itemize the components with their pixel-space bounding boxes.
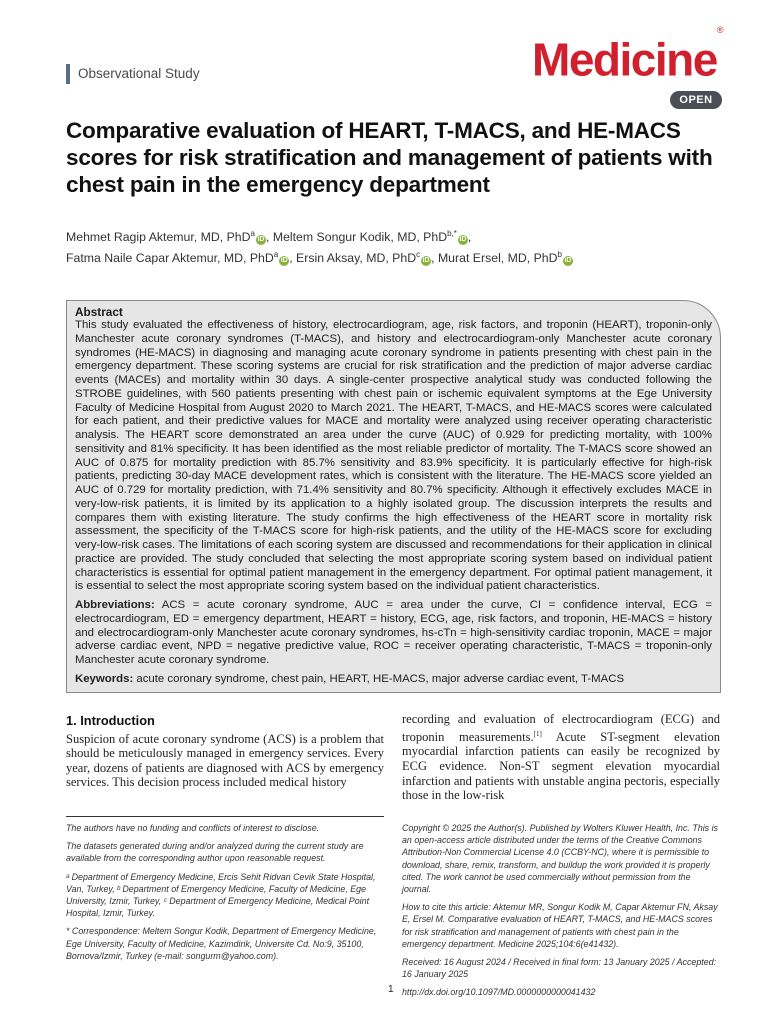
author-affiliation: b,*: [447, 229, 457, 238]
affiliations: ᵃ Department of Emergency Medicine, Ercis Sehit Ridvan Cevik State Hospital, Van, Turkey, ᵇ Department of Emergency Medicine, Faculty of Medicine, Ege University, Izmir, Turkey, ᶜ Department of Emergency Medicine, Medical Point Hospital, Izmir, Turkey.: [66, 871, 376, 919]
abstract-text: This study evaluated the effectiveness of history, electrocardiogram, age, risk factors, and troponin (HEART), troponin-only Manchester acute coronary syndromes (T-MACS), and history and electrocardiogram-only Manchester acute coronary syndromes (HE-MACS) in diagnosing and managing acute coronary syndrome in patients presenting with chest pain in the emergency department. These scoring systems are crucial for risk stratification and the prediction of major adverse cardiac events (MACEs) and mortality within 30 days. A single-center prospective analytical study was conducted following the STROBE guidelines, with 560 patients presenting with chest pain or ischemic equivalent symptoms at the Ege University Faculty of Medicine Hospital from August 2020 to March 2021. The HEART, T-MACS, and HE-MACS scores were calculated for each patient, and their predictive values for MACE and mortality were analyzed using receiver operating characteristic analysis. The HEART score demonstrated an area under the curve (AUC) of 0.929 for predicting mortality, with 100% sensitivity and 81% specificity. It has been identified as the most reliable predictor of mortality. The T-MACS score showed an AUC of 0.875 for mortality prediction with 85.7% sensitivity and 83.9% specificity. It is particularly effective for high-risk patients, predicting 30-day MACE development rates, which is consistent with the literature. The HE-MACS score yielded an AUC of 0.729 for mortality prediction, with 71.4% sensitivity and 80.7% specificity. Although it effectively excludes MACE in very-low-risk patients, it is limited by its application to a highly isolated group. The discussion interprets the results and compares them with existing literature. The study confirms the high effectiveness of the HEART score in mortality risk assessment, the specificity of the T-MACS score for high-risk patients, and the utility of the HE-MACS score for excluding very-low-risk cases. The limitations of each scoring system are discussed and recommendations for their application in clinical practice are provided. The study concluded that selecting the most appropriate scoring system based on individual patient characteristics is essential for optimal patient management in the emergency department. For optimal patient management, it is essential to select the most appropriate scoring system based on the individual patient characteristics.: [75, 319, 712, 593]
author-name[interactable]: Meltem Songur Kodik, MD, PhD: [272, 230, 448, 245]
orcid-icon[interactable]: iD: [422, 257, 430, 265]
page-number: 1: [388, 984, 394, 995]
section-tag: Observational Study: [66, 64, 200, 84]
journal-name: Medicine: [532, 33, 717, 86]
author-affiliation: b: [557, 250, 562, 260]
author-affiliation: a: [273, 250, 279, 260]
footnote-divider: [66, 816, 384, 817]
correspondence: * Correspondence: Meltem Songur Kodik, Department of Emergency Medicine, Ege University, Faculty of Medicine, Kazimdirik, Universite Cd. No:9, 35100, Bornova/Izmir, Turkey (e-mail: songurm@yahoo.com).: [66, 926, 377, 961]
intro-paragraph-continued-b: Acute ST-segment elevation myocardial infarction patients can easily be recognized by ECG evidence. Non-ST segment elevation myocardial infarction and patients with unstable angina pectoris, especially those in the low-risk: [402, 729, 720, 803]
section-heading-introduction: 1. Introduction: [66, 713, 155, 728]
orcid-icon[interactable]: iD: [459, 236, 467, 244]
author-name[interactable]: Ersin Aksay, MD, PhD: [296, 251, 417, 266]
citation-info: How to cite this article: Aktemur MR, Songur Kodik M, Capar Aktemur FN, Aksay E, Ersel M. Comparative evaluation of HEART, T-MACS, and HE-MACS scores for risk stratification and management of patients with chest pain in the emergency department. Medicine 2025;104:6(e41432).: [402, 902, 718, 949]
abbreviations-label: Abbreviations:: [75, 599, 155, 611]
received-dates: Received: 16 August 2024 / Received in final form: 13 January 2025 / Accepted: 16 January 2025: [402, 957, 717, 980]
footnotes-left: [66, 822, 386, 968]
funding-statement: The authors have no funding and conflicts of interest to disclose.: [66, 823, 320, 833]
keywords-text: acute coronary syndrome, chest pain, HEART, HE-MACS, major adverse cardiac event, T-MACS: [136, 672, 625, 685]
author-name[interactable]: Mehmet Ragip Aktemur, MD, PhD: [66, 230, 251, 245]
intro-left-column: [66, 712, 384, 790]
footnotes-right: [402, 822, 722, 1005]
author-name[interactable]: Fatma Naile Capar Aktemur, MD, PhD: [66, 251, 274, 266]
author-affiliation: c: [416, 250, 421, 260]
author-list: Mehmet Ragip Aktemur, MD, PhD$^a$iD , Meltem Songur Kodik, MD, PhD$^{b,*}$iD , Fatma Naile Capar Aktemur, MD, PhD$^a$iD , Ersin Aksay, MD, PhD$^c$iD , Murat Ersel, MD, PhD$^b$iD: [66, 229, 572, 266]
orcid-icon[interactable]: iD: [280, 257, 288, 265]
intro-paragraph: Suspicion of acute coronary syndrome (ACS) is a problem that should be meticulously managed in emergency services. Every year, dozens of patients are diagnosed with ACS by emergency services. This decision process included medical history: [66, 731, 384, 790]
author-affiliation: a: [250, 229, 255, 238]
abbreviations: [75, 599, 712, 668]
keywords-label: Keywords:: [75, 672, 134, 685]
author-name[interactable]: Murat Ersel, MD, PhD: [437, 251, 558, 266]
intro-right-column: [402, 712, 720, 803]
intro-paragraph-continued: recording and evaluation of electrocardiogram (ECG) and troponin measurements.: [402, 712, 720, 744]
reference-link[interactable]: [1]: [533, 729, 542, 738]
orcid-icon[interactable]: iD: [564, 257, 572, 265]
journal-logo: [532, 25, 724, 86]
copyright-notice: Copyright © 2025 the Author(s). Published by Wolters Kluwer Health, Inc. This is an open-access article distributed under the terms of the Creative Commons Attribution-Non Commercial License 4.0 (CCBY-NC), where it is permissible to download, share, remix, transform, and buildup the work provided it is properly cited. The work cannot be used commercially without permission from the journal.: [402, 823, 718, 895]
open-access-badge: OPEN: [670, 91, 722, 109]
trademark-mark: ®: [716, 25, 724, 35]
abstract-box: [66, 300, 721, 693]
article-title: Comparative evaluation of HEART, T-MACS, and HE-MACS scores for risk stratification and management of patients with chest pain in the emergency department: [66, 118, 713, 197]
data-availability: The datasets generated during and/or analyzed during the current study are available from the corresponding author upon reasonable request.: [66, 841, 364, 864]
abbreviations-text: ACS = acute coronary syndrome, AUC = area under the curve, CI = confidence interval, ECG = electrocardiogram, ED = emergency department, HEART = history, ECG, age, risk factors, and troponin, HE-MACS = history and electrocardiogram-only Manchester acute coronary syndromes, hs-cTn = high-sensitivity cardiac troponin, MACE = major adverse cardiac event, NPD = negative predictive value, ROC = receiver operating characteristic, T-MACS = troponin-only Manchester acute coronary syndrome.: [75, 599, 712, 666]
keywords: [75, 673, 712, 687]
doi-link[interactable]: http://dx.doi.org/10.1097/MD.0000000000041432: [402, 987, 596, 998]
orcid-icon[interactable]: iD: [257, 236, 265, 244]
abstract-heading: Abstract: [75, 305, 123, 319]
